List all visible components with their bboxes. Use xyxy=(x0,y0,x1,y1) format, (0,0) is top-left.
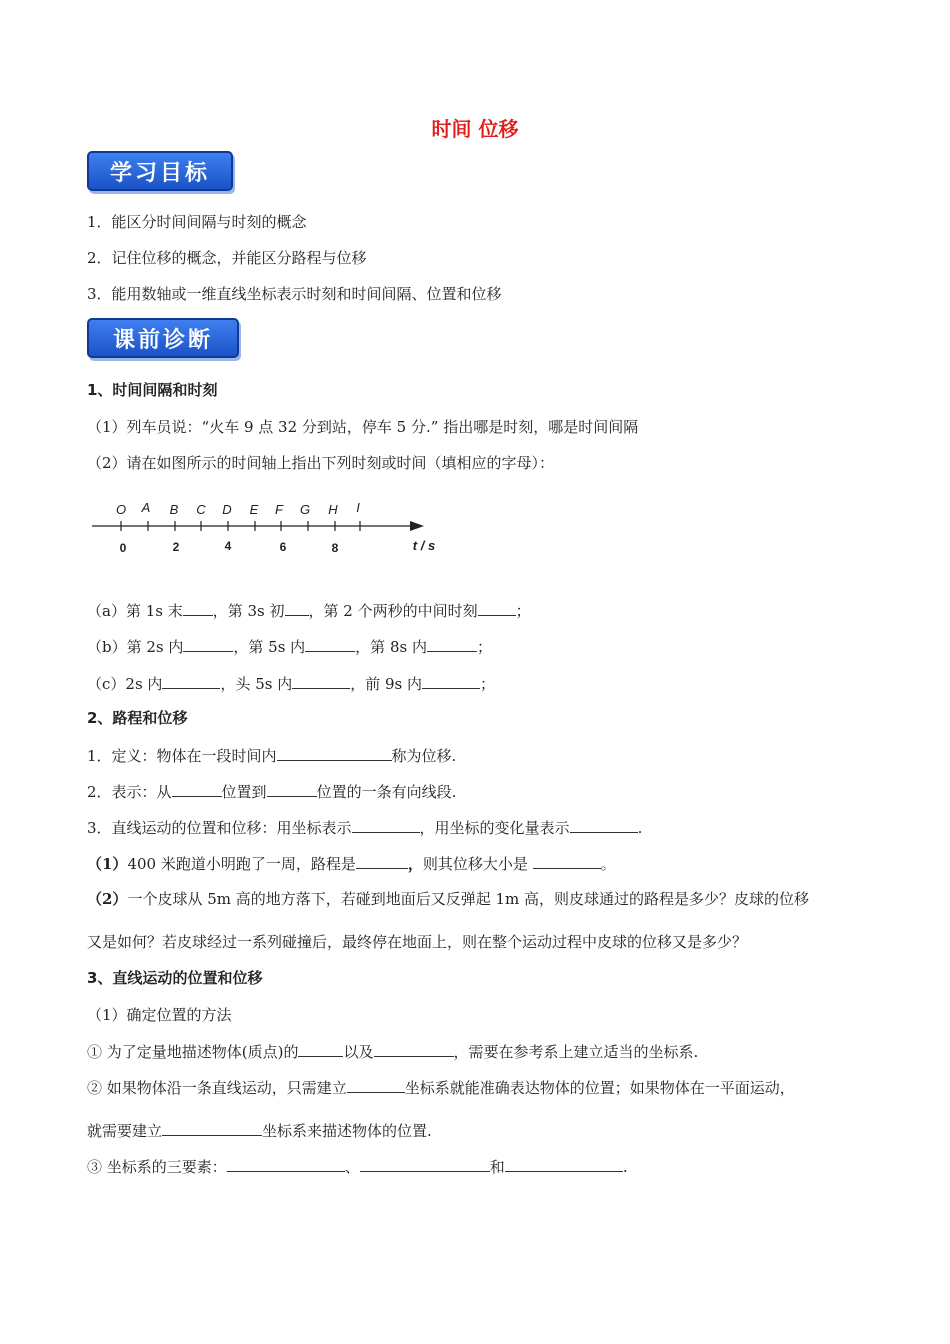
blank-2b-1[interactable] xyxy=(183,636,233,652)
axis-letter-c: C xyxy=(196,502,206,517)
question-2a: （a）第 1s 末 ，第 3s 初 ，第 2 个两秒的中间时刻 ； xyxy=(87,602,531,620)
blank-2c-1[interactable] xyxy=(162,673,220,689)
axis-arrow-icon xyxy=(410,521,424,531)
blank-displacement[interactable] xyxy=(570,817,638,833)
blank-2d-coordinate[interactable] xyxy=(162,1120,262,1136)
representation-line: 2．表示：从 位置到 位置的一条有向线段. xyxy=(87,783,457,801)
axis-number-2: 2 xyxy=(172,540,180,554)
question-2b: （b）第 2s 内 ，第 5s 内 ，第 8s 内 ； xyxy=(87,638,492,656)
blank-method-2[interactable] xyxy=(374,1041,454,1057)
blank-element-3[interactable] xyxy=(505,1156,623,1172)
axis-letter-o: O xyxy=(115,502,127,517)
blank-2a-2[interactable] xyxy=(285,600,309,616)
axis-letter-e: E xyxy=(249,502,259,517)
blank-method-1[interactable] xyxy=(298,1041,343,1057)
axis-letter-h: H xyxy=(328,502,338,517)
axis-unit-label: t / s xyxy=(412,538,436,553)
blank-to[interactable] xyxy=(267,781,317,797)
axis-letter-g: G xyxy=(299,502,311,517)
blank-position[interactable] xyxy=(352,817,420,833)
blank-1d-coordinate[interactable] xyxy=(347,1077,405,1093)
method-item-2-continued: 就需要建立 坐标系来描述物体的位置. xyxy=(87,1122,432,1140)
question-2: （2）请在如图所示的时间轴上指出下列时刻或时间（填相应的字母）： xyxy=(87,454,555,472)
section1-heading: 1、时间间隔和时刻 xyxy=(87,381,218,399)
axis-letter-f: F xyxy=(275,502,283,517)
page-title: 时间 位移 xyxy=(431,117,519,141)
track-question: （1）400 米跑道小明跑了一周，路程是 ，则其位移大小是 。 xyxy=(87,855,616,873)
axis-number-6: 6 xyxy=(279,540,287,554)
blank-track-displacement[interactable] xyxy=(533,853,601,869)
blank-2b-2[interactable] xyxy=(305,636,355,652)
blank-2b-3[interactable] xyxy=(427,636,477,652)
axis-letter-b: B xyxy=(169,502,179,517)
ball-question-line-1: （2）一个皮球从 5m 高的地方落下，若碰到地面后又反弹起 1m 高，则皮球通过的路程是多少？皮球的位移 xyxy=(87,890,810,908)
objective-3: 3．能用数轴或一维直线坐标表示时刻和时间间隔、位置和位移 xyxy=(87,285,502,303)
question-1: （1）列车员说：“火车 9 点 32 分到站，停车 5 分.” 指出哪是时刻，哪是时间间隔 xyxy=(87,418,639,436)
axis-number-4: 4 xyxy=(224,539,232,553)
section2-heading: 2、路程和位移 xyxy=(87,709,188,727)
blank-definition[interactable] xyxy=(277,745,392,761)
objective-2: 2．记住位移的概念，并能区分路程与位移 xyxy=(87,249,367,267)
method-item-1: ① 为了定量地描述物体(质点)的 以及 ，需要在参考系上建立适当的坐标系. xyxy=(87,1043,699,1061)
position-displacement-line: 3．直线运动的位置和位移：用坐标表示 ，用坐标的变化量表示 . xyxy=(87,819,643,837)
ball-question-line-2: 又是如何？若皮球经过一系列碰撞后，最终停在地面上，则在整个运动过程中皮球的位移又是多少？ xyxy=(87,933,748,951)
axis-letter-d: D xyxy=(222,502,232,517)
definition-line: 1．定义：物体在一段时间内 称为位移. xyxy=(87,747,457,765)
method-subheading: （1）确定位置的方法 xyxy=(87,1006,232,1024)
blank-2c-3[interactable] xyxy=(422,673,480,689)
method-item-2: ② 如果物体沿一条直线运动，只需建立 坐标系就能准确表达物体的位置；如果物体在一平面运动， xyxy=(87,1079,795,1097)
objective-1: 1．能区分时间间隔与时刻的概念 xyxy=(87,213,307,231)
method-item-3: ③ 坐标系的三要素： 、 和 . xyxy=(87,1158,628,1176)
section3-heading: 3、直线运动的位置和位移 xyxy=(87,969,263,987)
axis-number-0: 0 xyxy=(119,541,127,555)
blank-element-2[interactable] xyxy=(360,1156,490,1172)
axis-number-8: 8 xyxy=(331,541,339,555)
objectives-banner: 学习目标 xyxy=(87,151,233,191)
blank-2a-1[interactable] xyxy=(183,600,213,616)
blank-track-distance[interactable] xyxy=(356,853,408,869)
question-2c: （c）2s 内 ，头 5s 内 ，前 9s 内 ； xyxy=(87,675,495,693)
blank-2c-2[interactable] xyxy=(292,673,350,689)
blank-element-1[interactable] xyxy=(227,1156,345,1172)
diagnosis-banner: 课前诊断 xyxy=(87,318,239,358)
blank-2a-3[interactable] xyxy=(478,600,516,616)
time-axis-diagram xyxy=(90,496,450,558)
axis-letter-a: A xyxy=(141,500,151,515)
axis-letter-i: I xyxy=(356,500,360,515)
blank-from[interactable] xyxy=(172,781,222,797)
